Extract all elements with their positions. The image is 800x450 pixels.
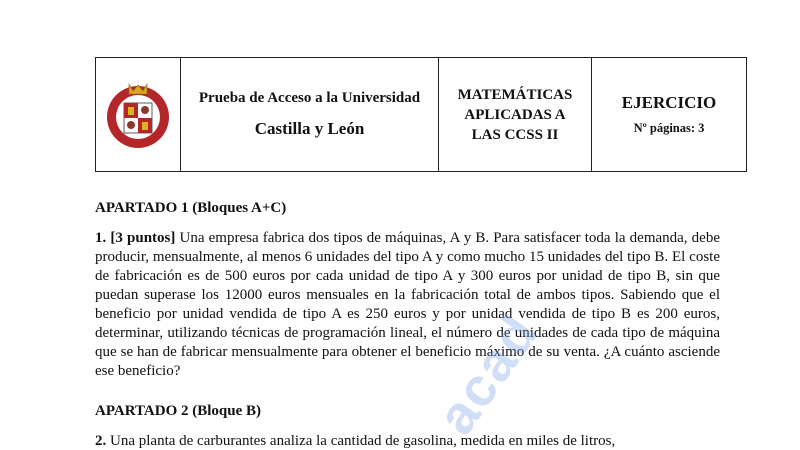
subject-line-3: LAS CCSS II [471, 126, 559, 143]
subject-line-2: APLICADAS A [464, 106, 566, 123]
logo-cell [96, 58, 181, 171]
section2-title: APARTADO 2 (Bloque B) [95, 403, 262, 419]
problem-2-text [95, 432, 720, 450]
university-line1: Prueba de Acceso a la Universidad [198, 90, 421, 106]
pages-label: Nº páginas: 3 [633, 121, 705, 135]
exam-header-table [95, 57, 747, 172]
problem-2-number: 2. [95, 433, 107, 449]
exercise-cell [592, 58, 746, 171]
watermark-text: acad [425, 303, 551, 445]
problem-2-body: Una planta de carburantes analiza la cantidad de gasolina, medida en miles de litros, [106, 433, 616, 449]
problem-1-number: 1. [95, 230, 107, 246]
problem-1-body: Una empresa fabrica dos tipos de máquinas, A y B. Para satisfacer toda la demanda, debe producir, mensualmente, al menos 6 unidades del tipo A y como mucho 15 unidades del tipo B. El coste de fabricación es de 500 euros por cada unidad de tipo A y 300 euros por unidad de tipo B, sin que puedan superase los 12000 euros mensuales en la fabricación total de ambos tipos. Sabiendo que el beneficio por unidad vendida de tipo A es 250 euros y por unidad vendida de tipo B es 200 euros, determinar, utilizando técnicas de programación lineal, el número de unidades de cada tipo de máquina que se han de fabricar mensualmente para obtener el beneficio máximo de su venta. ¿A cuánto asciende ese beneficio? [95, 230, 721, 379]
university-cell [181, 58, 439, 171]
problem-1-points: [3 puntos] [110, 230, 176, 246]
university-crest-logo [105, 79, 171, 151]
subject-cell [439, 58, 592, 171]
university-line2: Castilla y León [254, 119, 365, 138]
exercise-title: EJERCICIO [621, 93, 717, 112]
problem-1-text [95, 229, 720, 381]
exam-content [95, 200, 720, 450]
section1-title: APARTADO 1 (Bloques A+C) [95, 200, 287, 216]
subject-line-1: MATEMÁTICAS [457, 86, 573, 103]
